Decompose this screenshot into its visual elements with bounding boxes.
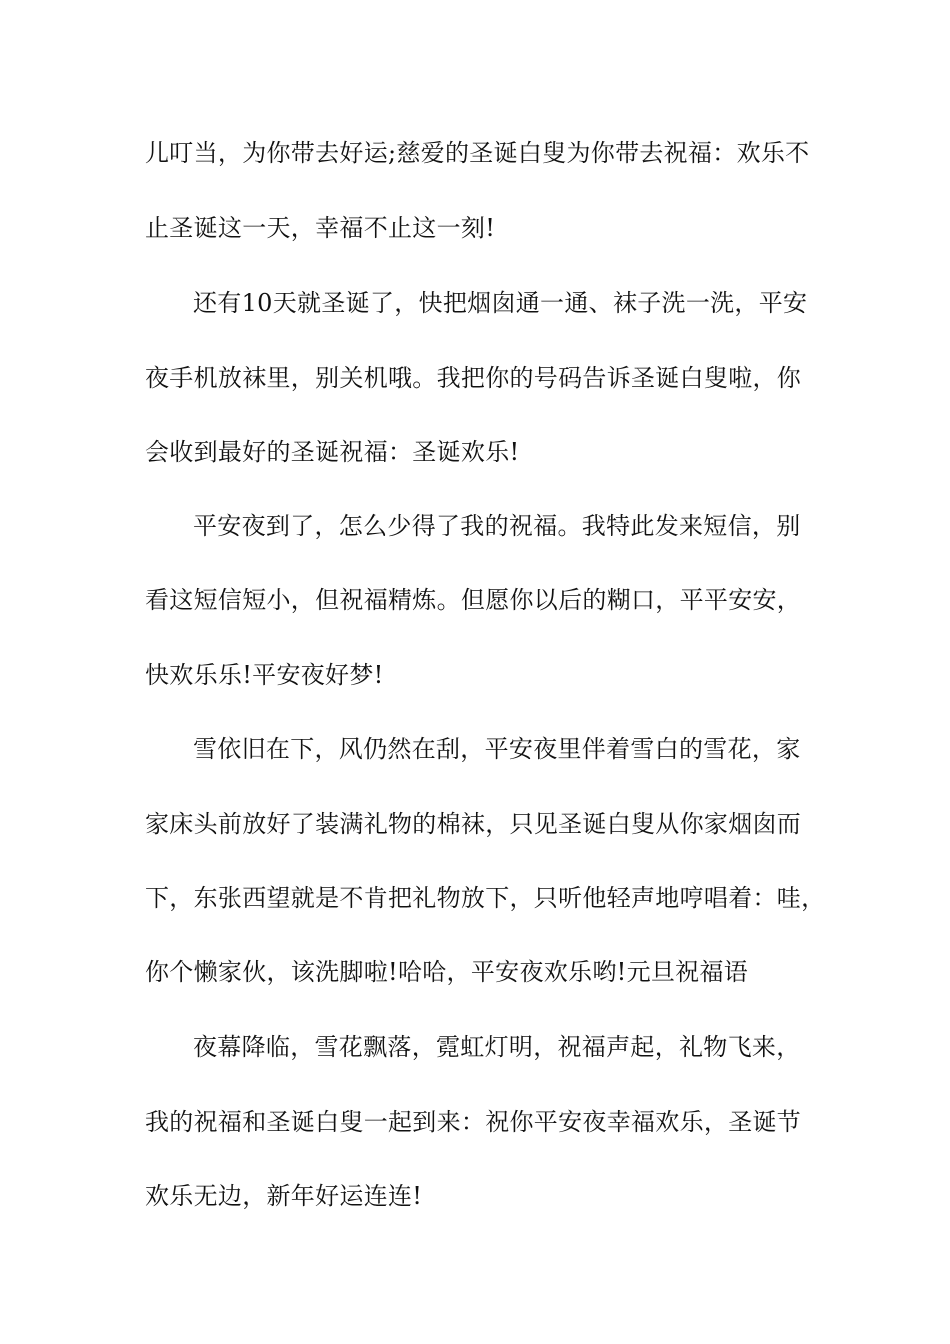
text-line: 我的祝福和圣诞白叟一起到来：祝你平安夜幸福欢乐，圣诞节 [145, 1108, 802, 1136]
text-line: 夜手机放袜里，别关机哦。我把你的号码告诉圣诞白叟啦，你 [145, 364, 802, 392]
paragraph-first-line: 还有10天就圣诞了，快把烟囱通一通、袜子洗一洗，平安 [193, 289, 808, 317]
paragraph-first-line: 夜幕降临，雪花飘落，霓虹灯明，祝福声起，礼物飞来， [193, 1033, 801, 1061]
paragraph-first-line: 雪依旧在下，风仍然在刮，平安夜里伴着雪白的雪花，家 [193, 735, 801, 763]
text-line: 欢乐无边，新年好运连连! [145, 1182, 423, 1210]
text-line: 止圣诞这一天，幸福不止这一刻! [145, 214, 496, 242]
text-line: 看这短信短小，但祝福精炼。但愿你以后的糊口，平平安安， [145, 586, 802, 614]
text-line: 你个懒家伙，该洗脚啦!哈哈，平安夜欢乐哟!元旦祝福语 [145, 958, 749, 986]
text-line: 儿叮当，为你带去好运;慈爱的圣诞白叟为你带去祝福：欢乐不 [145, 139, 810, 167]
text-line: 快欢乐乐!平安夜好梦! [145, 661, 384, 689]
text-line: 下，东张西望就是不肯把礼物放下，只听他轻声地哼唱着：哇， [145, 884, 826, 912]
text-line: 会收到最好的圣诞祝福：圣诞欢乐! [145, 438, 520, 466]
paragraph-first-line: 平安夜到了，怎么少得了我的祝福。我特此发来短信，别 [193, 512, 801, 540]
text-line: 家床头前放好了装满礼物的棉袜，只见圣诞白叟从你家烟囱而 [145, 810, 802, 838]
